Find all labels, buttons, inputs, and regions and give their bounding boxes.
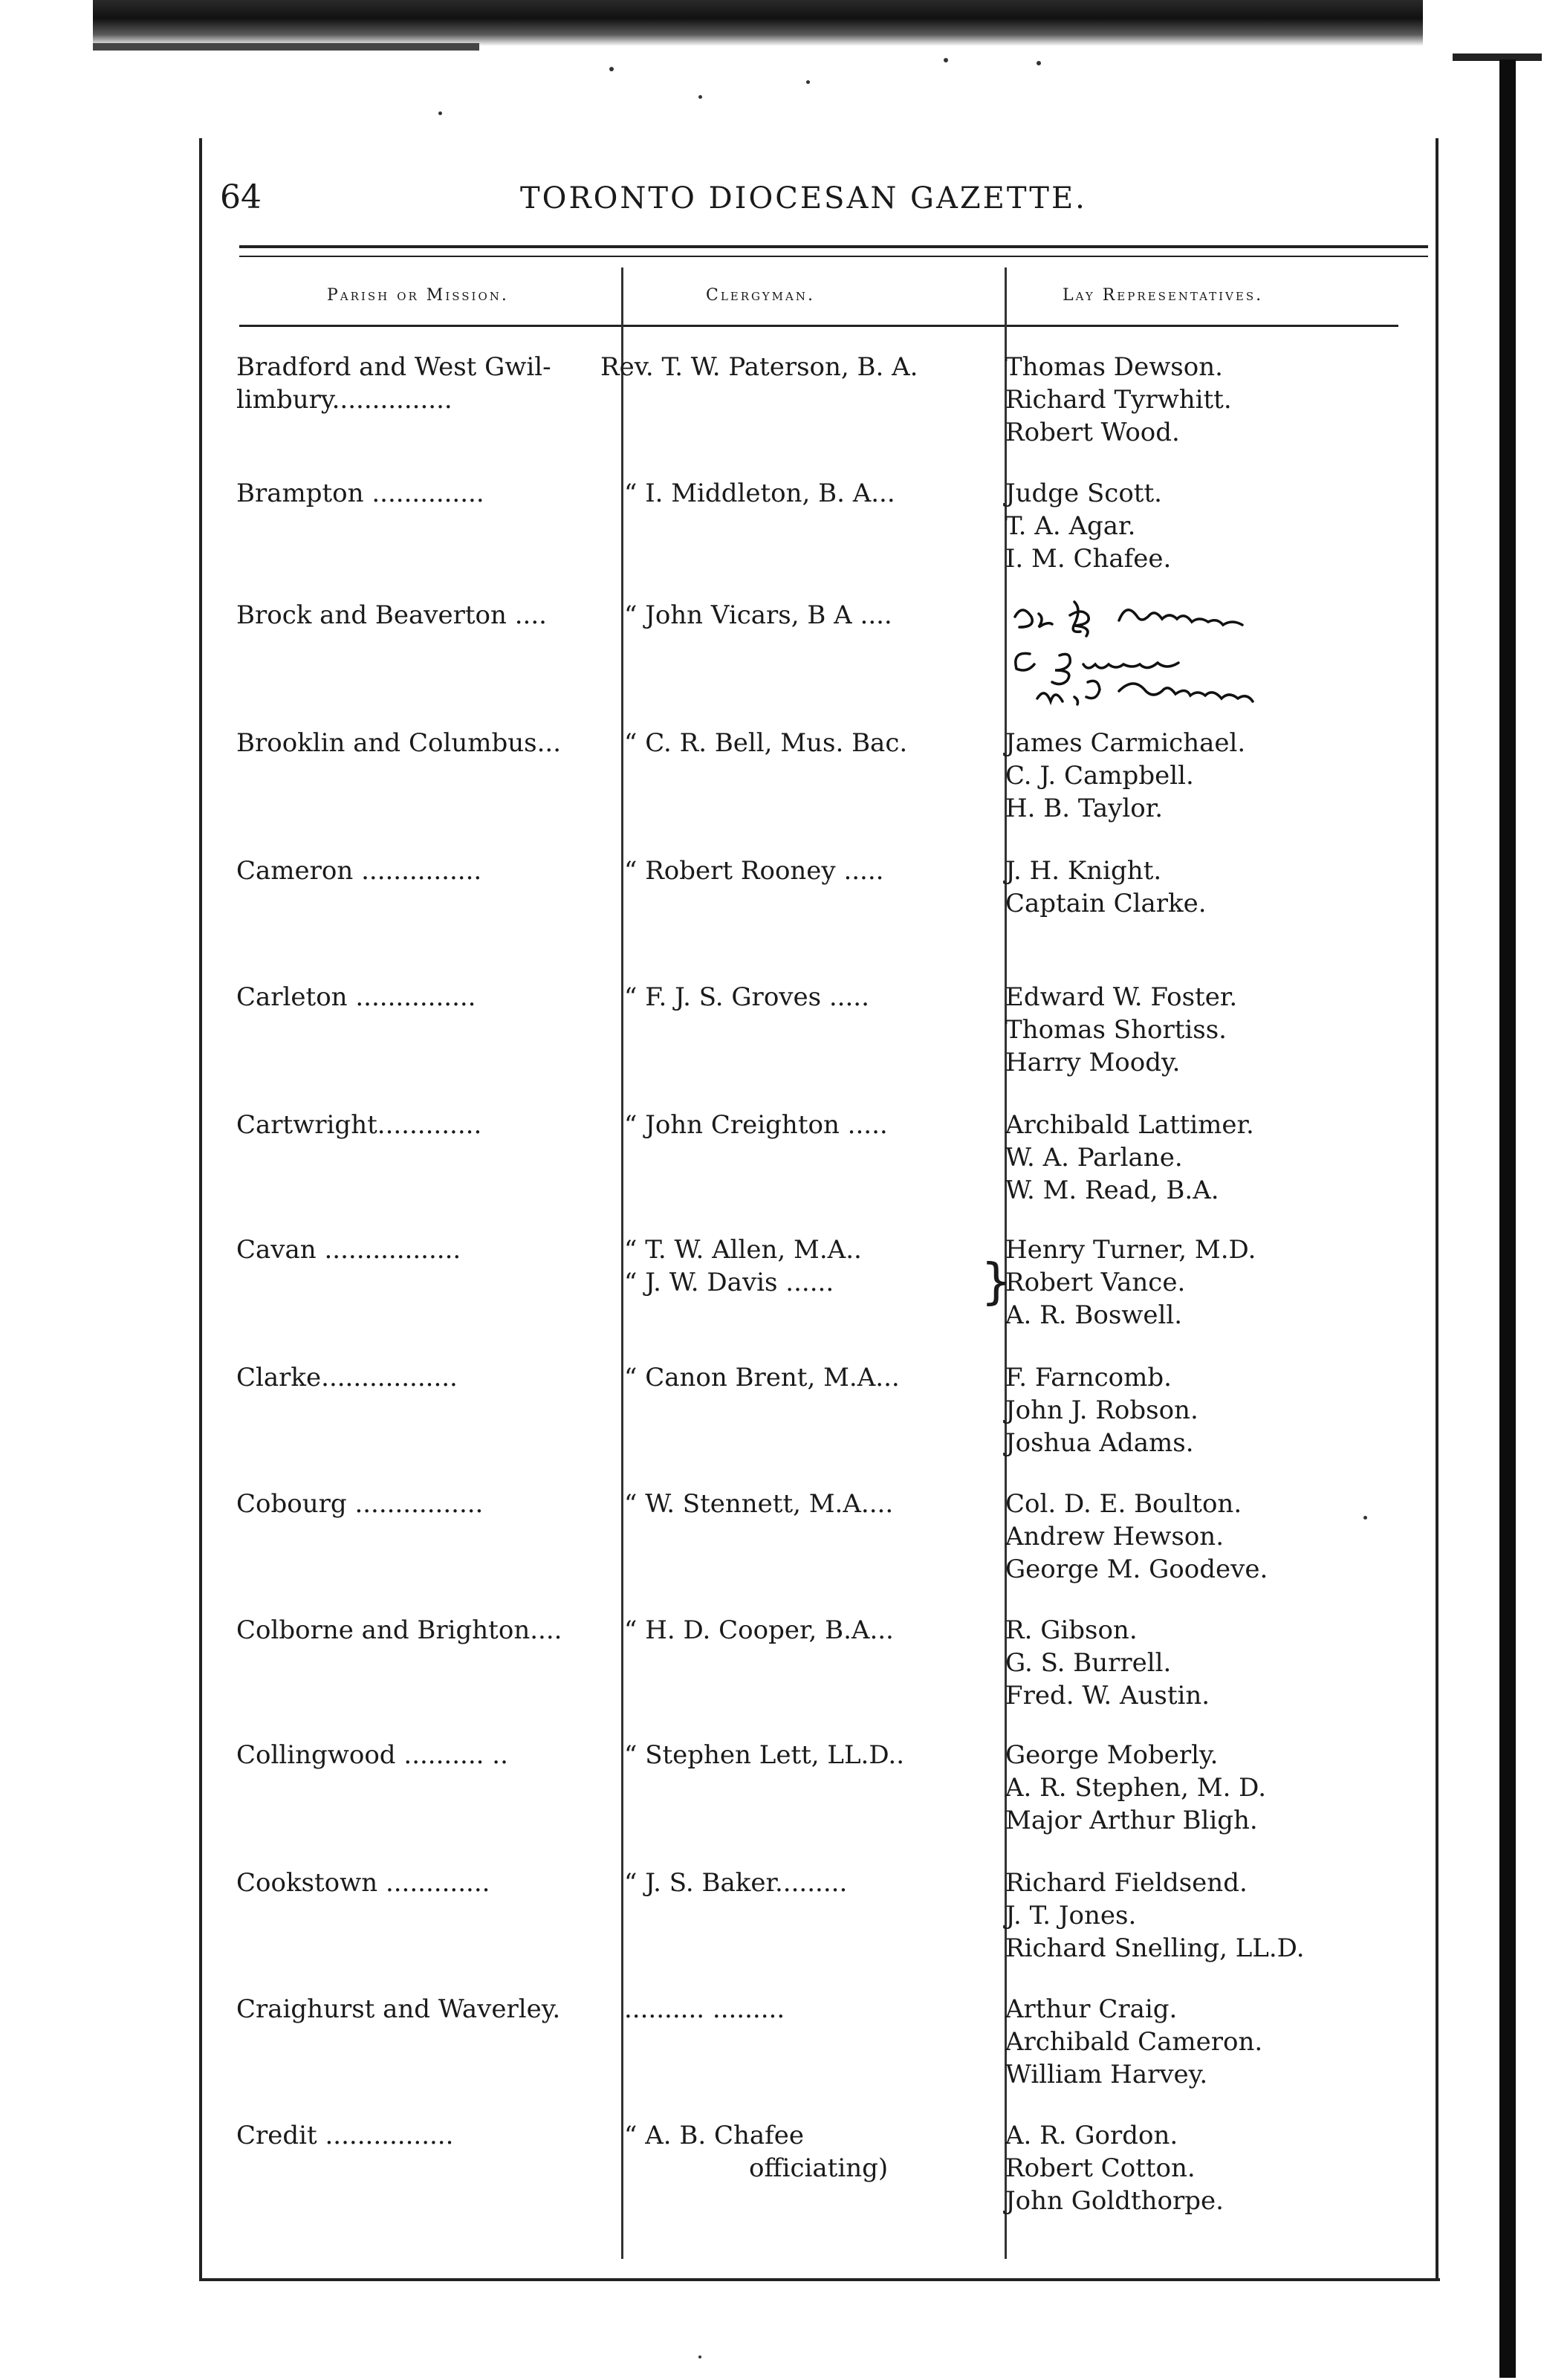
lay-representative: John Goldthorpe.: [1005, 2186, 1224, 2216]
lay-representative: Col. D. E. Boulton.: [1005, 1489, 1242, 1519]
scan-spine-edge: [1499, 59, 1516, 2378]
parish-name: [236, 981, 476, 1014]
header-rule-thick: [239, 245, 1428, 248]
lay-representative: James Carmichael.: [1005, 728, 1246, 758]
parish-line: Cameron ...............: [236, 856, 482, 886]
lay-representative: George M. Goodeve.: [1005, 1554, 1268, 1584]
lay-representative: George Moberly.: [1005, 1740, 1219, 1770]
parish-line: Credit ................: [236, 2121, 454, 2150]
clergyman-name: [624, 1614, 894, 1647]
lay-representative: Robert Wood.: [1005, 418, 1180, 447]
lay-representatives: [1005, 855, 1207, 920]
lay-representative: Henry Turner, M.D.: [1005, 1235, 1256, 1265]
cavan-clergy-brace: }: [981, 1253, 1012, 1310]
clergyman-name: [624, 1233, 862, 1299]
clergy-line: “ T. W. Allen, M.A..: [624, 1235, 862, 1265]
scan-speck: [698, 95, 702, 99]
parish-name: [236, 2119, 453, 2152]
scan-top-edge: [93, 0, 1423, 46]
lay-representative: A. R. Boswell.: [1005, 1300, 1183, 1330]
page-frame-bottom: [199, 2278, 1440, 2281]
parish-name: [236, 1488, 483, 1520]
scan-speck: [438, 111, 442, 115]
clergy-line: “ C. R. Bell, Mus. Bac.: [624, 728, 908, 758]
scan-speck: [698, 2355, 701, 2358]
parish-line: Craighurst and Waverley.: [236, 1994, 561, 2024]
lay-representative: I. M. Chafee.: [1005, 544, 1172, 574]
page-number: 64: [220, 178, 262, 216]
clergyman-name: [624, 727, 907, 759]
clergy-line: officiating): [749, 2153, 889, 2183]
parish-name: [236, 1614, 562, 1647]
handwritten-annotation: [1008, 587, 1334, 721]
clergy-line: “ H. D. Cooper, B.A...: [624, 1615, 894, 1645]
clergyman-name: [624, 981, 869, 1014]
lay-representative: Thomas Dewson.: [1005, 352, 1223, 382]
lay-representative: R. Gibson.: [1005, 1615, 1138, 1645]
clergyman-name: [624, 1993, 785, 2026]
scan-spine-cap: [1453, 53, 1542, 61]
clergyman-name: [600, 351, 918, 383]
lay-representatives: [1005, 351, 1232, 449]
clergyman-name: [624, 599, 892, 632]
parish-name: [236, 1993, 560, 2026]
parish-name: [236, 1109, 481, 1141]
parish-name: [236, 1233, 461, 1266]
parish-line: Cavan .................: [236, 1235, 461, 1265]
lay-representatives: [1005, 1233, 1256, 1332]
lay-representative: C. J. Campbell.: [1005, 761, 1194, 791]
parish-line: Brampton ..............: [236, 479, 484, 508]
lay-representative: Arthur Craig.: [1005, 1994, 1178, 2024]
clergyman-name: [624, 2119, 888, 2185]
lay-representative: Richard Snelling, LL.D.: [1005, 1933, 1305, 1963]
parish-name: [236, 855, 481, 887]
clergyman-name: [624, 1488, 893, 1520]
clergy-line: “ F. J. S. Groves .....: [624, 982, 869, 1012]
lay-representative: A. R. Stephen, M. D.: [1005, 1773, 1267, 1803]
clergy-line: .......... .........: [624, 1994, 785, 2024]
clergyman-name: [624, 1361, 900, 1394]
parish-line: Collingwood .......... ..: [236, 1740, 508, 1770]
lay-representatives: [1005, 1488, 1268, 1586]
clergy-line: “ A. B. Chafee: [624, 2121, 804, 2150]
parish-name: [236, 1361, 458, 1394]
lay-representative: Robert Cotton.: [1005, 2153, 1196, 2183]
scan-top-bleed: [93, 43, 479, 51]
parish-name: [236, 351, 551, 416]
parish-name: [236, 727, 561, 759]
clergy-line: “ John Vicars, B A ....: [624, 600, 892, 630]
lay-representatives: [1005, 981, 1237, 1079]
parish-line: Brock and Beaverton ....: [236, 600, 547, 630]
lay-representatives: [1005, 1109, 1254, 1207]
lay-representatives: [1005, 1993, 1262, 2091]
lay-representative: W. A. Parlane.: [1005, 1143, 1183, 1173]
parish-line: Cobourg ................: [236, 1489, 484, 1519]
column-divider-1: [621, 267, 623, 2259]
lay-representative: Major Arthur Bligh.: [1005, 1806, 1258, 1835]
lay-representative: W. M. Read, B.A.: [1005, 1176, 1219, 1205]
parish-line: Bradford and West Gwil-: [236, 352, 551, 382]
lay-representatives: [1005, 1867, 1305, 1965]
lay-representative: Captain Clarke.: [1005, 889, 1207, 918]
clergy-line: “ Stephen Lett, LL.D..: [624, 1740, 905, 1770]
lay-representatives: [1005, 1739, 1266, 1837]
clergy-line: “ I. Middleton, B. A...: [624, 479, 895, 508]
lay-representatives: [1005, 1361, 1198, 1459]
clergy-line: “ Robert Rooney .....: [624, 856, 884, 886]
lay-representatives: [1005, 727, 1245, 825]
header-rule-thin: [239, 256, 1428, 257]
scan-speck: [1037, 61, 1041, 65]
lay-representative: Robert Vance.: [1005, 1268, 1186, 1297]
scan-speck: [944, 58, 948, 62]
clergy-line: Rev. T. W. Paterson, B. A.: [600, 352, 918, 382]
column-header-clergyman: Clergyman.: [706, 286, 815, 305]
parish-line: Carleton ...............: [236, 982, 476, 1012]
lay-representative: Thomas Shortiss.: [1005, 1015, 1227, 1045]
lay-representative: Fred. W. Austin.: [1005, 1681, 1210, 1711]
lay-representative: H. B. Taylor.: [1005, 794, 1164, 823]
lay-representative: J. T. Jones.: [1005, 1901, 1137, 1930]
lay-representative: Archibald Lattimer.: [1005, 1110, 1254, 1140]
clergyman-name: [624, 1109, 888, 1141]
parish-line: Brooklin and Columbus...: [236, 728, 562, 758]
lay-representative: Archibald Cameron.: [1005, 2027, 1263, 2057]
lay-representative: F. Farncomb.: [1005, 1363, 1172, 1392]
lay-representative: G. S. Burrell.: [1005, 1648, 1172, 1678]
parish-name: [236, 599, 547, 632]
parish-line: Clarke.................: [236, 1363, 458, 1392]
parish-name: [236, 1739, 508, 1771]
parish-name: [236, 477, 484, 510]
parish-line: Cookstown .............: [236, 1868, 490, 1898]
lay-representative: A. R. Gordon.: [1005, 2121, 1178, 2150]
lay-representative: Richard Tyrwhitt.: [1005, 385, 1232, 415]
clergyman-name: [624, 855, 883, 887]
lay-representative: Judge Scott.: [1005, 479, 1162, 508]
lay-representatives: [1005, 1614, 1210, 1712]
column-header-parish: Parish or Mission.: [327, 286, 509, 305]
parish-line: Cartwright.............: [236, 1110, 482, 1140]
lay-representative: Andrew Hewson.: [1005, 1522, 1224, 1551]
lay-representative: Edward W. Foster.: [1005, 982, 1238, 1012]
lay-representative: J. H. Knight.: [1005, 856, 1162, 886]
parish-name: [236, 1867, 490, 1899]
clergy-line: “ W. Stennett, M.A....: [624, 1489, 894, 1519]
scan-speck: [609, 67, 614, 71]
clergyman-name: [624, 477, 895, 510]
clergy-line: “ John Creighton .....: [624, 1110, 888, 1140]
lay-representative: Joshua Adams.: [1005, 1428, 1194, 1458]
clergy-line: “ J. S. Baker.........: [624, 1868, 848, 1898]
clergy-line: “ J. W. Davis ......: [624, 1268, 834, 1297]
lay-representative: Harry Moody.: [1005, 1048, 1181, 1077]
lay-representative: John J. Robson.: [1005, 1395, 1198, 1425]
page-title: TORONTO DIOCESAN GAZETTE.: [520, 181, 1087, 215]
clergy-line: “ Canon Brent, M.A...: [624, 1363, 900, 1392]
column-header-rule: [239, 325, 1398, 327]
column-header-lay: Lay Representatives.: [1063, 286, 1264, 305]
scan-speck: [806, 80, 810, 84]
lay-representative: T. A. Agar.: [1005, 511, 1136, 541]
parish-line: Colborne and Brighton....: [236, 1615, 562, 1645]
lay-representative: William Harvey.: [1005, 2060, 1208, 2089]
clergyman-name: [624, 1739, 904, 1771]
lay-representative: Richard Fieldsend.: [1005, 1868, 1248, 1898]
lay-representatives: [1005, 477, 1171, 575]
clergyman-name: [624, 1867, 847, 1899]
parish-line: limbury...............: [236, 385, 453, 415]
lay-representatives: [1005, 2119, 1224, 2217]
